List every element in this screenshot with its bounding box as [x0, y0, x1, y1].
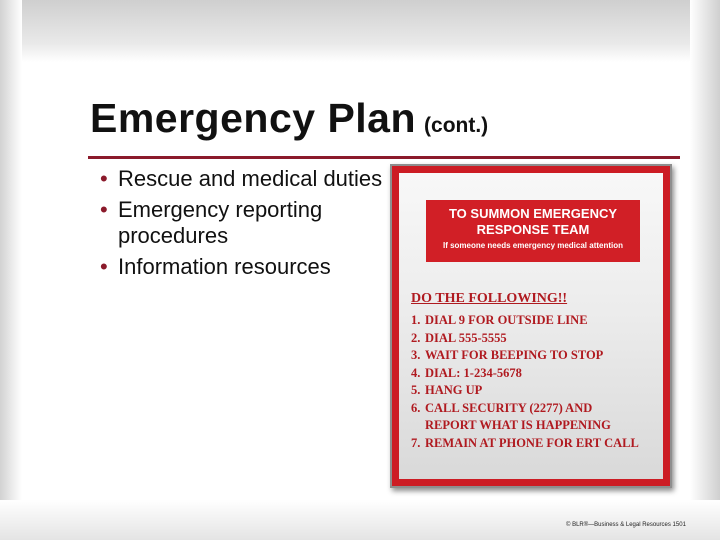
sign-step [411, 417, 639, 435]
step-number: 7. [411, 435, 421, 450]
step-text: REMAIN AT PHONE FOR ERT CALL [425, 435, 639, 450]
bullet-icon: • [100, 197, 108, 222]
step-text: WAIT FOR BEEPING TO STOP [425, 348, 604, 362]
title-divider [88, 156, 680, 159]
slide-background-top [0, 0, 720, 62]
sign-step [411, 312, 639, 330]
bullet-list [100, 166, 390, 285]
sign-banner [426, 200, 640, 262]
step-number: 6. [411, 400, 421, 415]
bullet-item [100, 254, 390, 280]
bullet-item [100, 197, 390, 249]
slide-background-left [0, 0, 22, 540]
copyright-footer: © BLR®—Business & Legal Resources 1501 [566, 522, 686, 528]
slide-title [90, 95, 488, 142]
sign-banner-subtitle: If someone needs emergency medical attention [442, 241, 624, 250]
sign-step [411, 382, 639, 400]
step-number-spacer [411, 417, 425, 435]
slide-title-suffix: (cont.) [424, 114, 489, 137]
sign-steps [411, 312, 639, 452]
sign-banner-title: TO SUMMON EMERGENCY RESPONSE TEAM [448, 206, 618, 237]
bullet-text: Rescue and medical duties [118, 166, 383, 191]
sign-step [411, 347, 639, 365]
sign-step [411, 330, 639, 348]
bullet-text: Emergency reporting procedures [118, 197, 323, 248]
slide-background-right [690, 0, 720, 540]
bullet-item [100, 166, 390, 192]
step-text: DIAL 555-5555 [425, 330, 507, 345]
step-text: DIAL 9 FOR OUTSIDE LINE [425, 313, 588, 327]
bullet-icon: • [100, 254, 108, 279]
step-text: CALL SECURITY (2277) AND [425, 400, 593, 415]
step-number: 2. [411, 330, 421, 345]
sign-heading: DO THE FOLLOWING!! [411, 291, 568, 306]
slide-background-bottom [0, 500, 720, 540]
emergency-sign-photo [390, 164, 672, 488]
slide-title-main: Emergency Plan [90, 95, 417, 141]
emergency-sign [392, 166, 670, 486]
step-text: REPORT WHAT IS HAPPENING [425, 418, 611, 432]
sign-step [411, 365, 639, 383]
step-text: HANG UP [425, 383, 483, 397]
step-number: 3. [411, 348, 421, 362]
step-number: 4. [411, 365, 421, 380]
bullet-text: Information resources [118, 254, 331, 279]
bullet-icon: • [100, 166, 108, 191]
sign-step [411, 400, 639, 418]
step-text: DIAL: 1-234-5678 [425, 365, 522, 380]
step-number: 1. [411, 313, 421, 327]
sign-step [411, 435, 639, 453]
step-number: 5. [411, 383, 421, 397]
